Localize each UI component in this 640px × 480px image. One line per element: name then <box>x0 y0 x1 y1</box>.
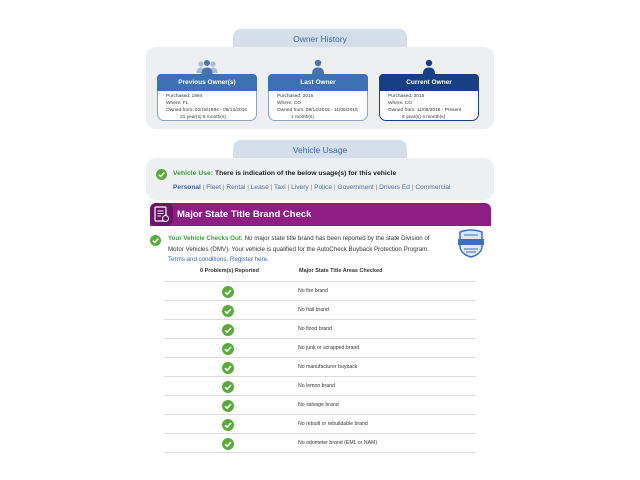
usage-separator: | <box>220 184 227 191</box>
usage-separator: | <box>332 184 338 191</box>
usage-type: Taxi <box>274 184 286 191</box>
terms-link[interactable]: Terms and conditions. <box>168 256 229 263</box>
owner-owned-from: Owned from: 02/18/1994 - 09/14/2015 <box>166 107 248 113</box>
multi-person-icon <box>157 54 257 74</box>
usage-type: Fleet <box>206 184 221 191</box>
table-row <box>164 376 476 395</box>
areas-checked-header: Major State Title Areas Checked <box>299 268 383 274</box>
owner-duration: 21 year(s) 8 month(s) <box>180 114 226 120</box>
owner-where: Where: FL <box>166 100 189 106</box>
current-owner-card <box>379 54 479 121</box>
table-row <box>164 319 476 338</box>
brand-area-label: No junk or scrapped brand <box>298 345 360 351</box>
brand-check-header <box>150 203 491 226</box>
table-bottom-divider <box>164 452 476 453</box>
vehicle-usage-panel <box>146 158 494 200</box>
owner-purchased: Purchased: 1994 <box>166 94 203 99</box>
person-icon <box>268 54 368 74</box>
usage-separator: | <box>373 184 380 191</box>
vehicle-use-line <box>173 170 396 177</box>
usage-type: Commercial <box>415 184 451 191</box>
checks-out-label: Your Vehicle Checks Out: <box>168 235 243 242</box>
owner-history-tab: Owner History <box>233 29 407 49</box>
usage-types-list <box>173 184 451 191</box>
owner-history-panel <box>146 47 494 129</box>
brand-area-label: No fire brand <box>298 288 328 294</box>
previous-owner-card <box>157 54 257 121</box>
owner-card-heading: Previous Owner(s) <box>157 74 257 91</box>
owner-purchased: Purchased: 2015 <box>277 94 314 99</box>
vehicle-use-text: There is indication of the below usage(s) for this vehicle <box>214 170 397 177</box>
usage-separator: | <box>285 184 292 191</box>
last-owner-card <box>268 54 368 121</box>
owner-duration: 1 month(s) <box>291 114 314 120</box>
table-row <box>164 281 476 300</box>
problems-reported-header: 0 Problem(s) Reported <box>200 268 259 274</box>
buyback-protection-badge-icon <box>457 228 485 263</box>
owner-card-heading: Last Owner <box>268 74 368 91</box>
brand-area-label: No salvage brand <box>298 402 339 408</box>
usage-type: Lease <box>250 184 269 191</box>
owner-card-details <box>268 91 368 121</box>
brand-area-label: No manufacturer buyback <box>298 364 358 370</box>
owner-card-details <box>157 91 257 121</box>
usage-type: Police <box>314 184 333 191</box>
checks-out-message <box>168 234 444 266</box>
table-row <box>164 357 476 376</box>
brand-area-label: No lemon brand <box>298 383 335 389</box>
usage-type: Livery <box>291 184 309 191</box>
checks-out-text: No major state title brand has been reported by the state Division of Motor Vehicles (DMV). Your vehicle is qualified for the AutoCheck Buyback Protection Program. <box>168 235 430 253</box>
usage-separator: | <box>200 184 207 191</box>
owner-where: Where: CO <box>388 100 412 106</box>
vehicle-usage-tab: Vehicle Usage <box>233 140 407 160</box>
owner-owned-from: Owned from: 11/06/2015 - Present <box>388 107 462 113</box>
usage-type: Rental <box>226 184 246 191</box>
owner-card-details <box>379 91 479 121</box>
usage-separator: | <box>308 184 315 191</box>
brand-area-label: No rebuilt or rebuildable brand <box>298 421 368 427</box>
usage-separator: | <box>245 184 251 191</box>
usage-separator: | <box>268 184 274 191</box>
owner-card-heading: Current Owner <box>379 74 479 91</box>
register-link[interactable]: Register here. <box>229 256 269 263</box>
table-row <box>164 433 476 452</box>
owner-duration: 6 year(s) 4 month(s) <box>402 114 446 120</box>
usage-type: Government <box>337 184 374 191</box>
check-circle-icon <box>156 167 167 185</box>
person-icon <box>379 54 479 74</box>
table-row <box>164 300 476 319</box>
check-circle-icon <box>150 233 161 251</box>
brand-area-label: No flood brand <box>298 326 333 332</box>
usage-separator: | <box>409 184 416 191</box>
owner-where: Where: CO <box>277 100 301 106</box>
table-row <box>164 414 476 433</box>
owner-owned-from: Owned from: 09/14/2015 - 11/06/2015 <box>277 107 358 113</box>
brand-area-label: No hail brand <box>298 307 329 313</box>
table-row <box>164 338 476 357</box>
usage-type: Drivers Ed <box>379 184 410 191</box>
table-row <box>164 395 476 414</box>
brand-check-title: Major State Title Brand Check <box>177 209 312 220</box>
brand-area-label: No odometer brand (EML or NAM) <box>298 440 378 446</box>
vehicle-use-label: Vehicle Use: <box>173 170 214 177</box>
usage-type: Personal <box>173 184 201 191</box>
document-icon <box>150 203 173 231</box>
owner-purchased: Purchased: 2015 <box>388 94 425 99</box>
